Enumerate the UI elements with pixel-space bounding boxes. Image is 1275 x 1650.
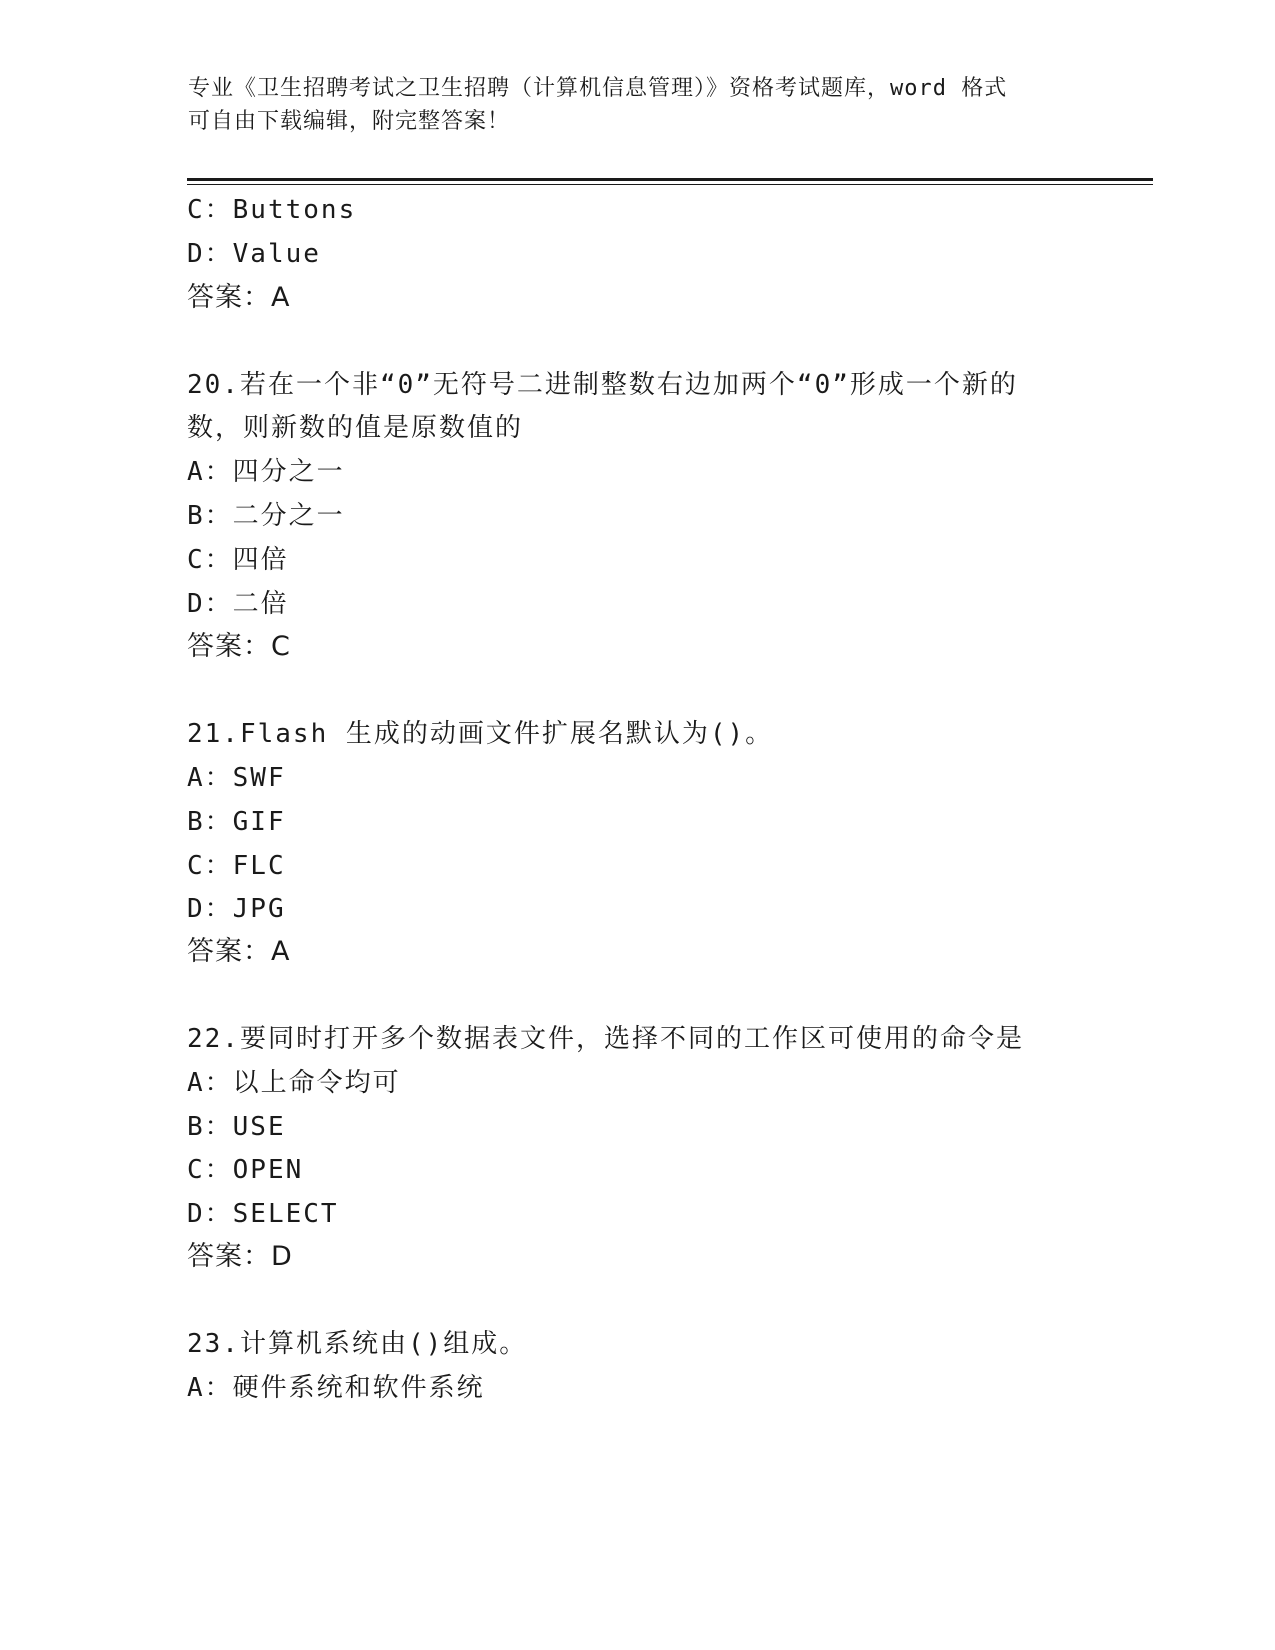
- header-line-2: 可自由下载编辑，附完整答案！: [188, 109, 511, 134]
- q21-answer: 答案：A: [187, 936, 291, 967]
- q22-option-d: D：SELECT: [187, 1199, 339, 1229]
- q21-stem: 21.Flash 生成的动画文件扩展名默认为()。: [187, 719, 774, 749]
- prev-answer: 答案：A: [187, 282, 291, 313]
- q20-option-d: D：二倍: [187, 589, 289, 619]
- q20-option-a: A：四分之一: [187, 457, 345, 487]
- q22-option-b: B：USE: [187, 1112, 286, 1142]
- prev-option-d: D：Value: [187, 239, 321, 269]
- header-divider-thin: [187, 184, 1153, 185]
- q22-option-c: C：OPEN: [187, 1155, 304, 1185]
- q20-option-c: C：四倍: [187, 545, 289, 575]
- q20-answer: 答案：C: [187, 631, 291, 662]
- q20-stem-line-1: 20.若在一个非“0”无符号二进制整数右边加两个“0”形成一个新的: [187, 370, 1018, 400]
- q22-option-a: A：以上命令均可: [187, 1068, 401, 1098]
- q23-option-a: A：硬件系统和软件系统: [187, 1373, 485, 1403]
- header-line-1: 专业《卫生招聘考试之卫生招聘（计算机信息管理）》资格考试题库，word 格式: [188, 76, 1008, 101]
- q23-stem: 23.计算机系统由()组成。: [187, 1329, 528, 1359]
- q21-option-d: D：JPG: [187, 894, 286, 924]
- q20-option-b: B：二分之一: [187, 501, 345, 531]
- prev-option-c: C：Buttons: [187, 195, 357, 225]
- q22-stem: 22.要同时打开多个数据表文件，选择不同的工作区可使用的命令是: [187, 1024, 1024, 1054]
- q20-stem-line-2: 数，则新数的值是原数值的: [187, 413, 524, 443]
- q22-answer: 答案：D: [187, 1241, 293, 1272]
- q21-option-c: C：FLC: [187, 851, 286, 881]
- document-header: [188, 72, 1088, 138]
- header-divider-thick: [187, 178, 1153, 181]
- q21-option-a: A：SWF: [187, 763, 286, 793]
- q21-option-b: B：GIF: [187, 807, 286, 837]
